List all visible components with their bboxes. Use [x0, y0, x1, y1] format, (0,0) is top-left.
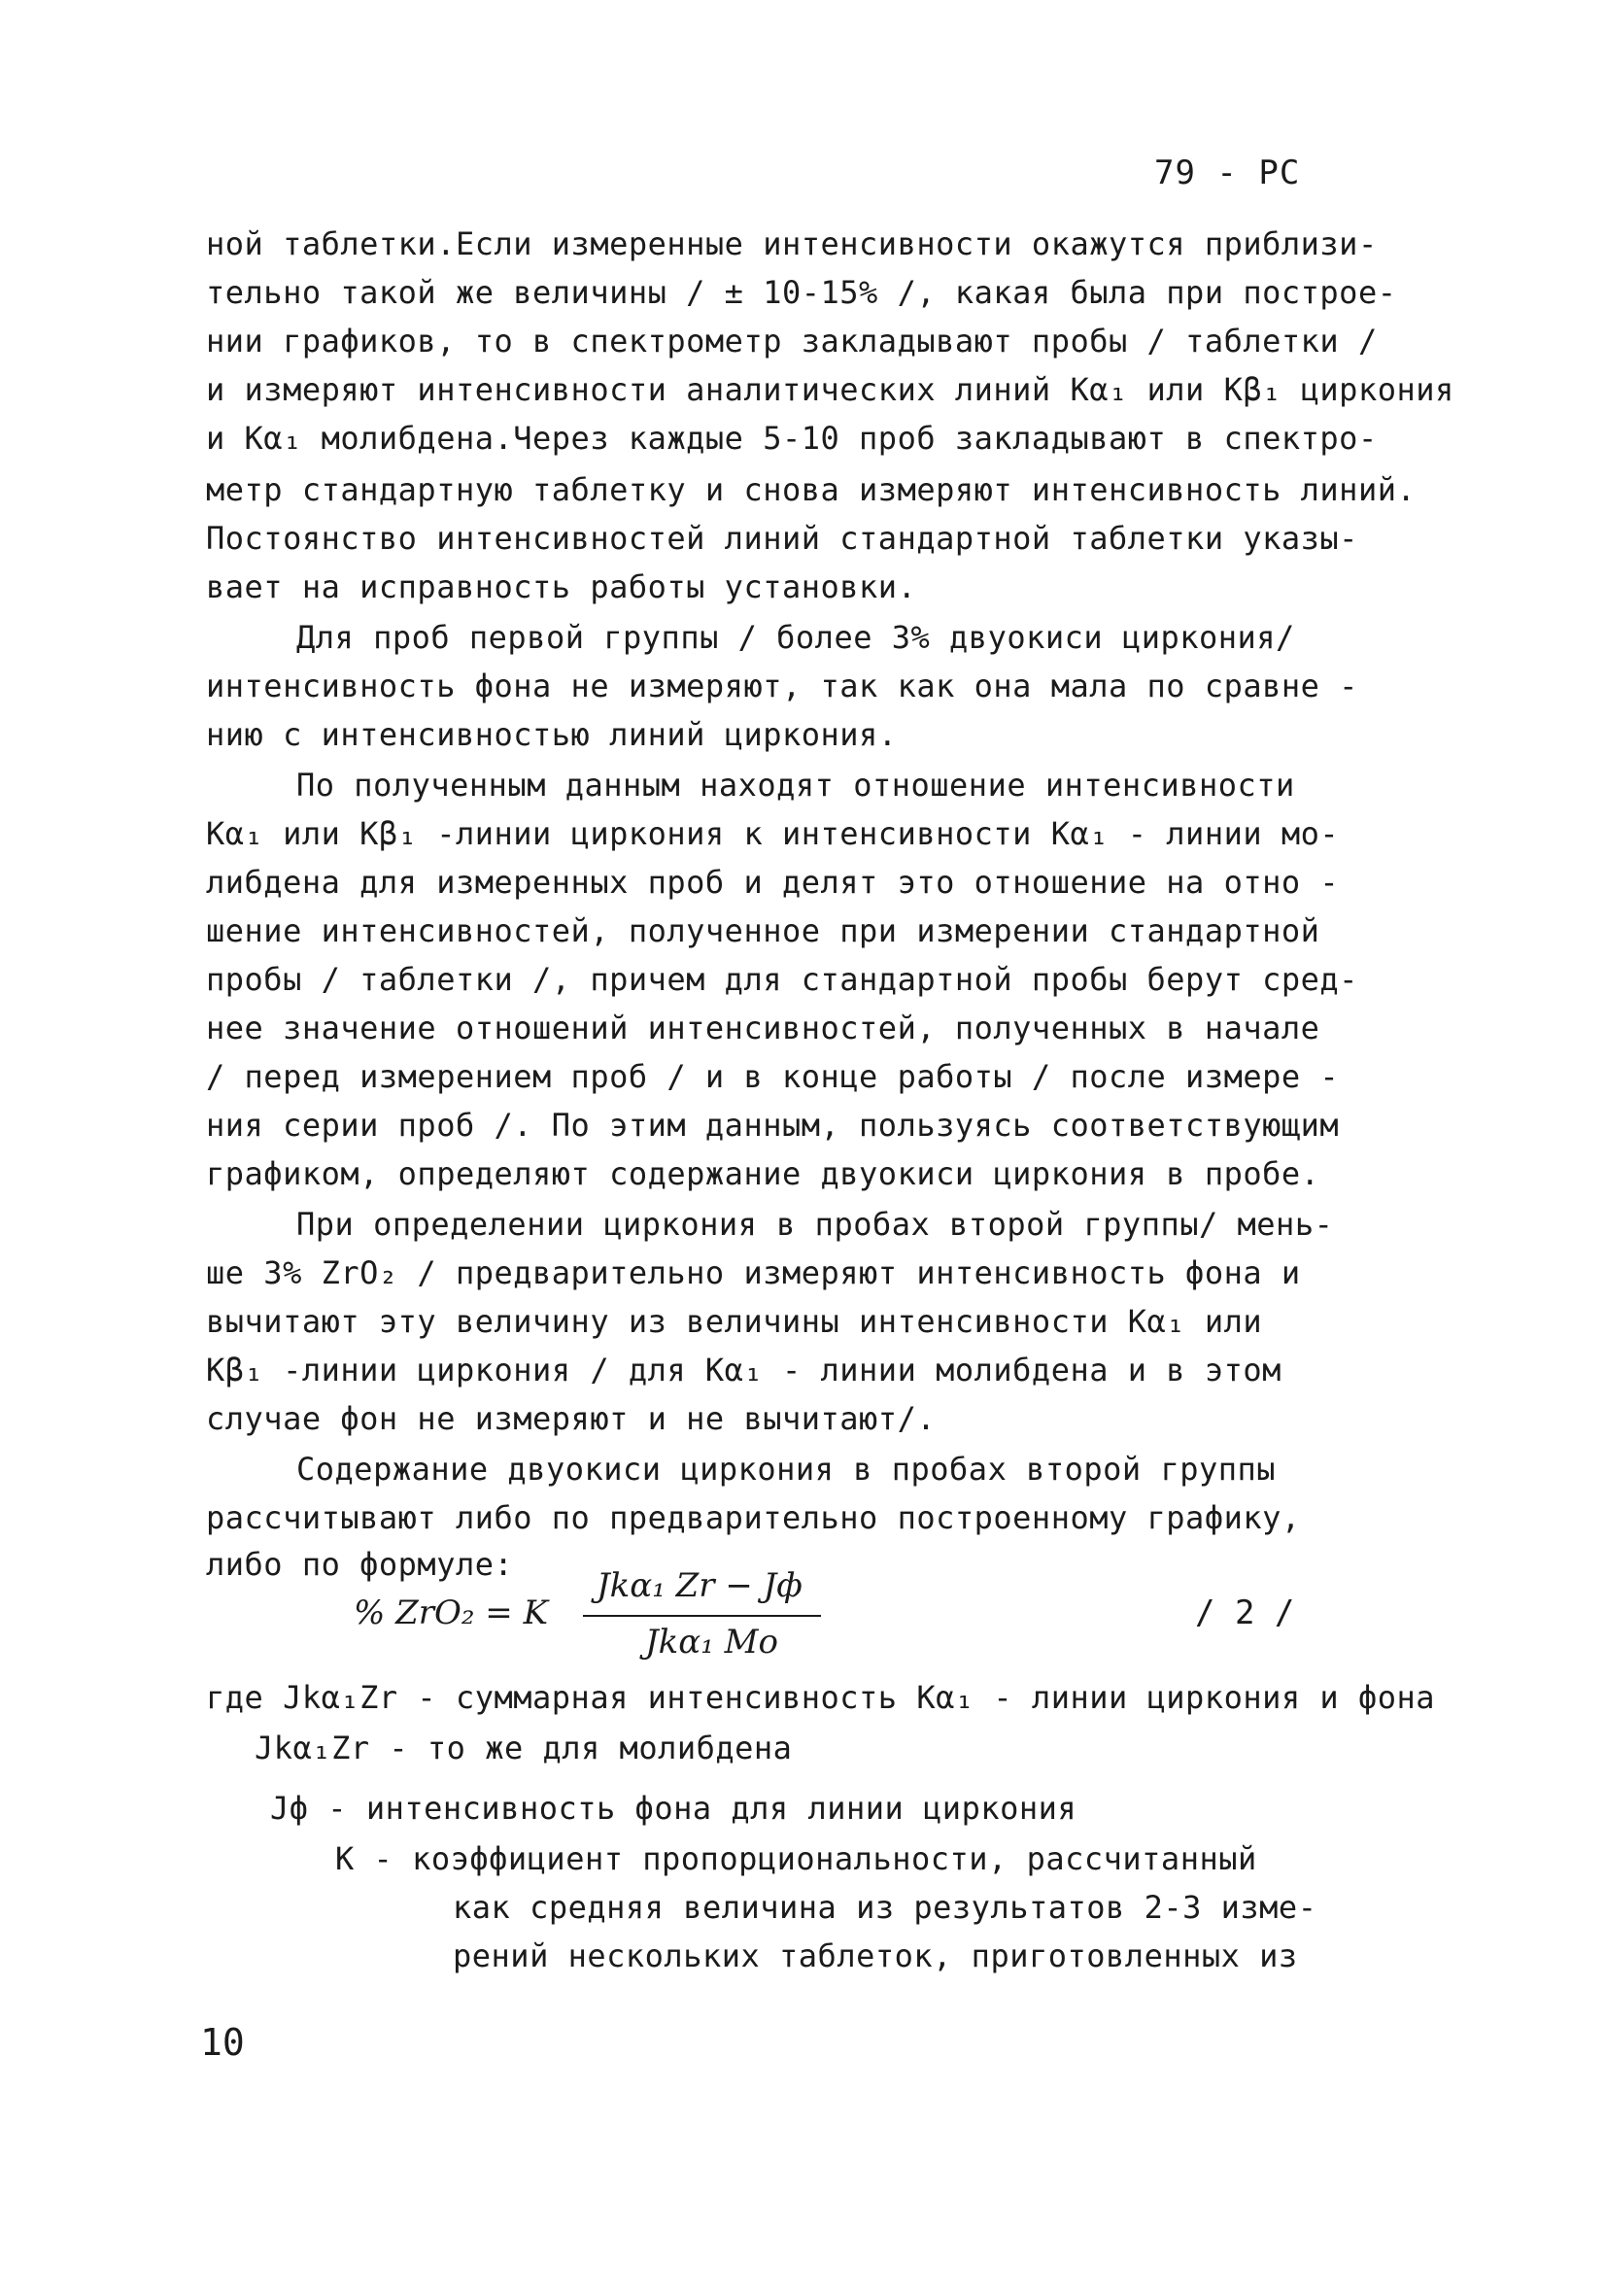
text-line: пробы / таблетки /, причем для стандартной пробы берут сред- [206, 961, 1358, 998]
text-line: интенсивность фона не измеряют, так как она мала по сравне - [206, 668, 1358, 704]
definition-line: как средняя величина из результатов 2-3 изме- [453, 1889, 1317, 1926]
text-line: и Kα₁ молибдена.Через каждые 5-10 проб закладывают в спектро- [206, 420, 1378, 457]
text-line: нию с интенсивностью линий циркония. [206, 716, 898, 753]
definition-line: где Jkα₁Zr - суммарная интенсивность Kα₁ - линии циркония и фона [206, 1679, 1435, 1716]
text-line: Постоянство интенсивностей линий стандартной таблетки указы- [206, 520, 1358, 557]
formula-number: / 2 / [1195, 1593, 1295, 1632]
text-line: нее значение отношений интенсивностей, полученных в начале [206, 1010, 1320, 1046]
text-line: ной таблетки.Если измеренные интенсивности окажутся приблизи- [206, 225, 1378, 262]
text-line: ше 3% ZrO₂ / предварительно измеряют интенсивность фона и [206, 1254, 1301, 1291]
text-line: нии графиков, то в спектрометр закладывают пробы / таблетки / [206, 323, 1378, 360]
fraction-bar [583, 1615, 821, 1617]
text-line: вычитают эту величину из величины интенсивности Kα₁ или [206, 1303, 1263, 1340]
text-line: тельно такой же величины / ± 10-15% /, какая была при построе- [206, 274, 1397, 311]
page-number: 10 [200, 2021, 245, 2064]
formula [354, 1566, 859, 1673]
text-line: При определении циркония в пробах второй группы/ мень- [296, 1206, 1334, 1243]
text-line: либо по формуле: [206, 1546, 514, 1583]
formula-lhs: % ZrO₂ = K [354, 1593, 548, 1632]
definition-line: K - коэффициент пропорциональности, рассчитанный [335, 1840, 1257, 1877]
text-line: либдена для измеренных проб и делят это отношение на отно - [206, 864, 1340, 901]
text-line: ния серии проб /. По этим данным, пользуясь соответствующим [206, 1107, 1340, 1144]
text-line: случае фон не измеряют и не вычитают/. [206, 1400, 937, 1437]
page-header: 79 - PC [1154, 154, 1301, 192]
text-line: вает на исправность работы установки. [206, 568, 917, 605]
text-line: Kβ₁ -линии циркония / для Kα₁ - линии молибдена и в этом [206, 1352, 1281, 1388]
formula-denominator: Jkα₁ Mo [645, 1623, 778, 1662]
text-line: графиком, определяют содержание двуокиси циркония в пробе. [206, 1155, 1320, 1192]
text-line: Для проб первой группы / более 3% двуокиси циркония/ [296, 619, 1295, 656]
text-line: шение интенсивностей, полученное при измерении стандартной [206, 912, 1320, 949]
text-line: Содержание двуокиси циркония в пробах второй группы [296, 1451, 1277, 1488]
text-line: Kα₁ или Kβ₁ -линии циркония к интенсивности Kα₁ - линии мо- [206, 815, 1340, 852]
definition-line: рений нескольких таблеток, приготовленных из [453, 1937, 1298, 1974]
text-line: рассчитывают либо по предварительно построенному графику, [206, 1499, 1301, 1536]
definition-line: Jkα₁Zr - то же для молибдена [255, 1730, 793, 1766]
formula-numerator: Jkα₁ Zr − Jф [597, 1566, 803, 1605]
text-line: По полученным данным находят отношение интенсивности [296, 767, 1295, 804]
text-line: метр стандартную таблетку и снова измеряют интенсивность линий. [206, 471, 1417, 508]
text-line: / перед измерением проб / и в конце работы / после измере - [206, 1058, 1340, 1095]
definition-line: Jф - интенсивность фона для линии циркония [270, 1790, 1077, 1827]
text-line: и измеряют интенсивности аналитических линий Kα₁ или Kβ₁ циркония [206, 371, 1454, 408]
